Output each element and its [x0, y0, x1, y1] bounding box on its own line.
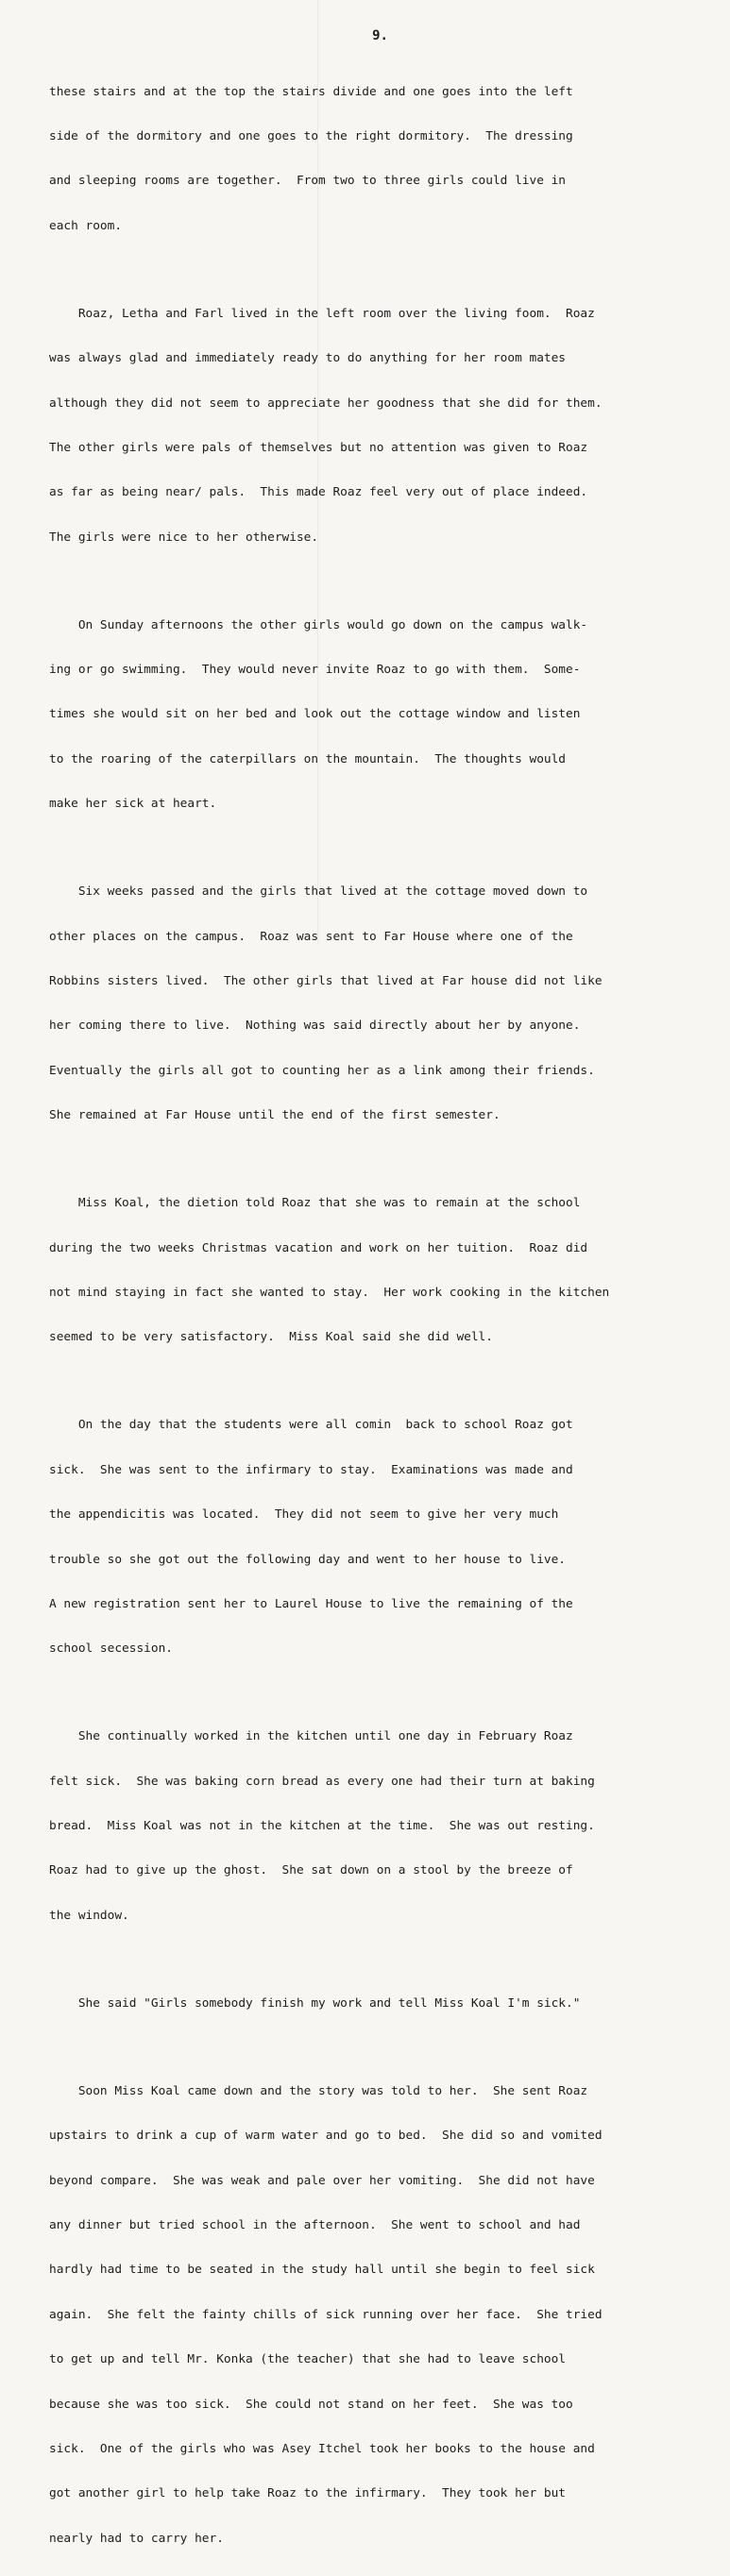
text-line: other places on the campus. Roaz was sent to Far House where one of the — [49, 929, 573, 944]
text-line: On Sunday afternoons the other girls would go down on the campus walk- — [49, 617, 588, 632]
text-line: any dinner but tried school in the afternoon. She went to school and had — [49, 2217, 581, 2232]
paragraph — [49, 588, 711, 842]
paragraph — [49, 55, 711, 263]
text-line: The girls were nice to her otherwise. — [49, 530, 319, 545]
paragraph — [49, 1700, 711, 1954]
paragraph — [49, 277, 711, 575]
text-line: seemed to be very satisfactory. Miss Koal said she did well. — [49, 1330, 493, 1345]
text-line: trouble so she got out the following day and went to her house to live. — [49, 1552, 567, 1567]
text-line: times she would sit on her bed and look out the cottage window and listen — [49, 707, 581, 722]
text-line: bread. Miss Koal was not in the kitchen at the time. She was out resting. — [49, 1819, 595, 1834]
text-line: her coming there to live. Nothing was said directly about her by anyone. — [49, 1019, 581, 1034]
text-line: side of the dormitory and one goes to the right dormitory. The dressing — [49, 128, 573, 143]
text-line: each room. — [49, 218, 123, 233]
text-line: She remained at Far House until the end of the first semester. — [49, 1108, 501, 1123]
text-line: not mind staying in fact she wanted to stay. Her work cooking in the kitchen — [49, 1285, 610, 1300]
text-line: although they did not seem to appreciate her goodness that she did for them. — [49, 396, 603, 411]
text-line: Roaz, Letha and Farl lived in the left room over the living foom. Roaz — [49, 306, 595, 321]
text-line: was always glad and immediately ready to do anything for her room mates — [49, 351, 567, 366]
text-line: upstairs to drink a cup of warm water and go to bed. She did so and vomited — [49, 2129, 603, 2144]
text-line: Eventually the girls all got to counting her as a link among their friends. — [49, 1063, 595, 1078]
text-line: felt sick. She was baking corn bread as every one had their turn at baking — [49, 1774, 595, 1789]
text-line: Six weeks passed and the girls that lived at the cottage moved down to — [49, 884, 588, 900]
text-line: The other girls were pals of themselves but no attention was given to Roaz — [49, 440, 588, 455]
text-line: nearly had to carry her. — [49, 2531, 224, 2546]
text-line: On the day that the students were all comin back to school Roaz got — [49, 1418, 573, 1433]
text-line: again. She felt the fainty chills of sick running over her face. She tried — [49, 2307, 603, 2322]
text-line: Robbins sisters lived. The other girls that lived at Far house did not like — [49, 974, 603, 989]
text-line: the appendicitis was located. They did not seem to give her very much — [49, 1507, 559, 1523]
text-line: as far as being near/ pals. This made Roaz feel very out of place indeed. — [49, 485, 588, 500]
text-line: and sleeping rooms are together. From two to three girls could live in — [49, 174, 567, 189]
text-line: A new registration sent her to Laurel House to live the remaining of the — [49, 1596, 573, 1611]
text-line: Roaz had to give up the ghost. She sat down on a stool by the breeze of — [49, 1863, 573, 1878]
text-line: hardly had time to be seated in the study hall until she begin to feel sick — [49, 2263, 595, 2278]
text-line: make her sick at heart. — [49, 797, 217, 812]
text-line: sick. One of the girls who was Asey Itchel took her books to the house and — [49, 2441, 595, 2456]
paragraph — [49, 1167, 711, 1375]
paragraph — [49, 2054, 711, 2576]
text-line: Soon Miss Koal came down and the story was told to her. She sent Roaz — [49, 2083, 588, 2098]
paper-fold-line — [317, 0, 318, 944]
text-line: got another girl to help take Roaz to the infirmary. They took her but — [49, 2486, 567, 2501]
text-line: during the two weeks Christmas vacation and work on her tuition. Roaz did — [49, 1240, 588, 1255]
text-line: these stairs and at the top the stairs divide and one goes into the left — [49, 84, 573, 99]
text-line: because she was too sick. She could not stand on her feet. She was too — [49, 2397, 573, 2412]
text-line: the window. — [49, 1908, 129, 1923]
text-line: She said "Girls somebody finish my work and tell Miss Koal I'm sick." — [49, 1995, 581, 2011]
page-number: 9. — [372, 28, 388, 43]
paragraph — [49, 855, 711, 1153]
text-line: to get up and tell Mr. Konka (the teacher) that she had to leave school — [49, 2352, 567, 2367]
text-line: ing or go swimming. They would never invite Roaz to go with them. Some- — [49, 663, 581, 678]
paragraph — [49, 1966, 711, 2041]
text-line: school secession. — [49, 1642, 173, 1657]
text-line: Miss Koal, the dietion told Roaz that she was to remain at the school — [49, 1196, 581, 1211]
paragraph — [49, 1389, 711, 1687]
text-line: beyond compare. She was weak and pale over her vomiting. She did not have — [49, 2173, 595, 2188]
text-line: She continually worked in the kitchen until one day in February Roaz — [49, 1729, 573, 1744]
text-line: sick. She was sent to the infirmary to stay. Examinations was made and — [49, 1462, 573, 1477]
text-line: to the roaring of the caterpillars on the mountain. The thoughts would — [49, 751, 567, 766]
